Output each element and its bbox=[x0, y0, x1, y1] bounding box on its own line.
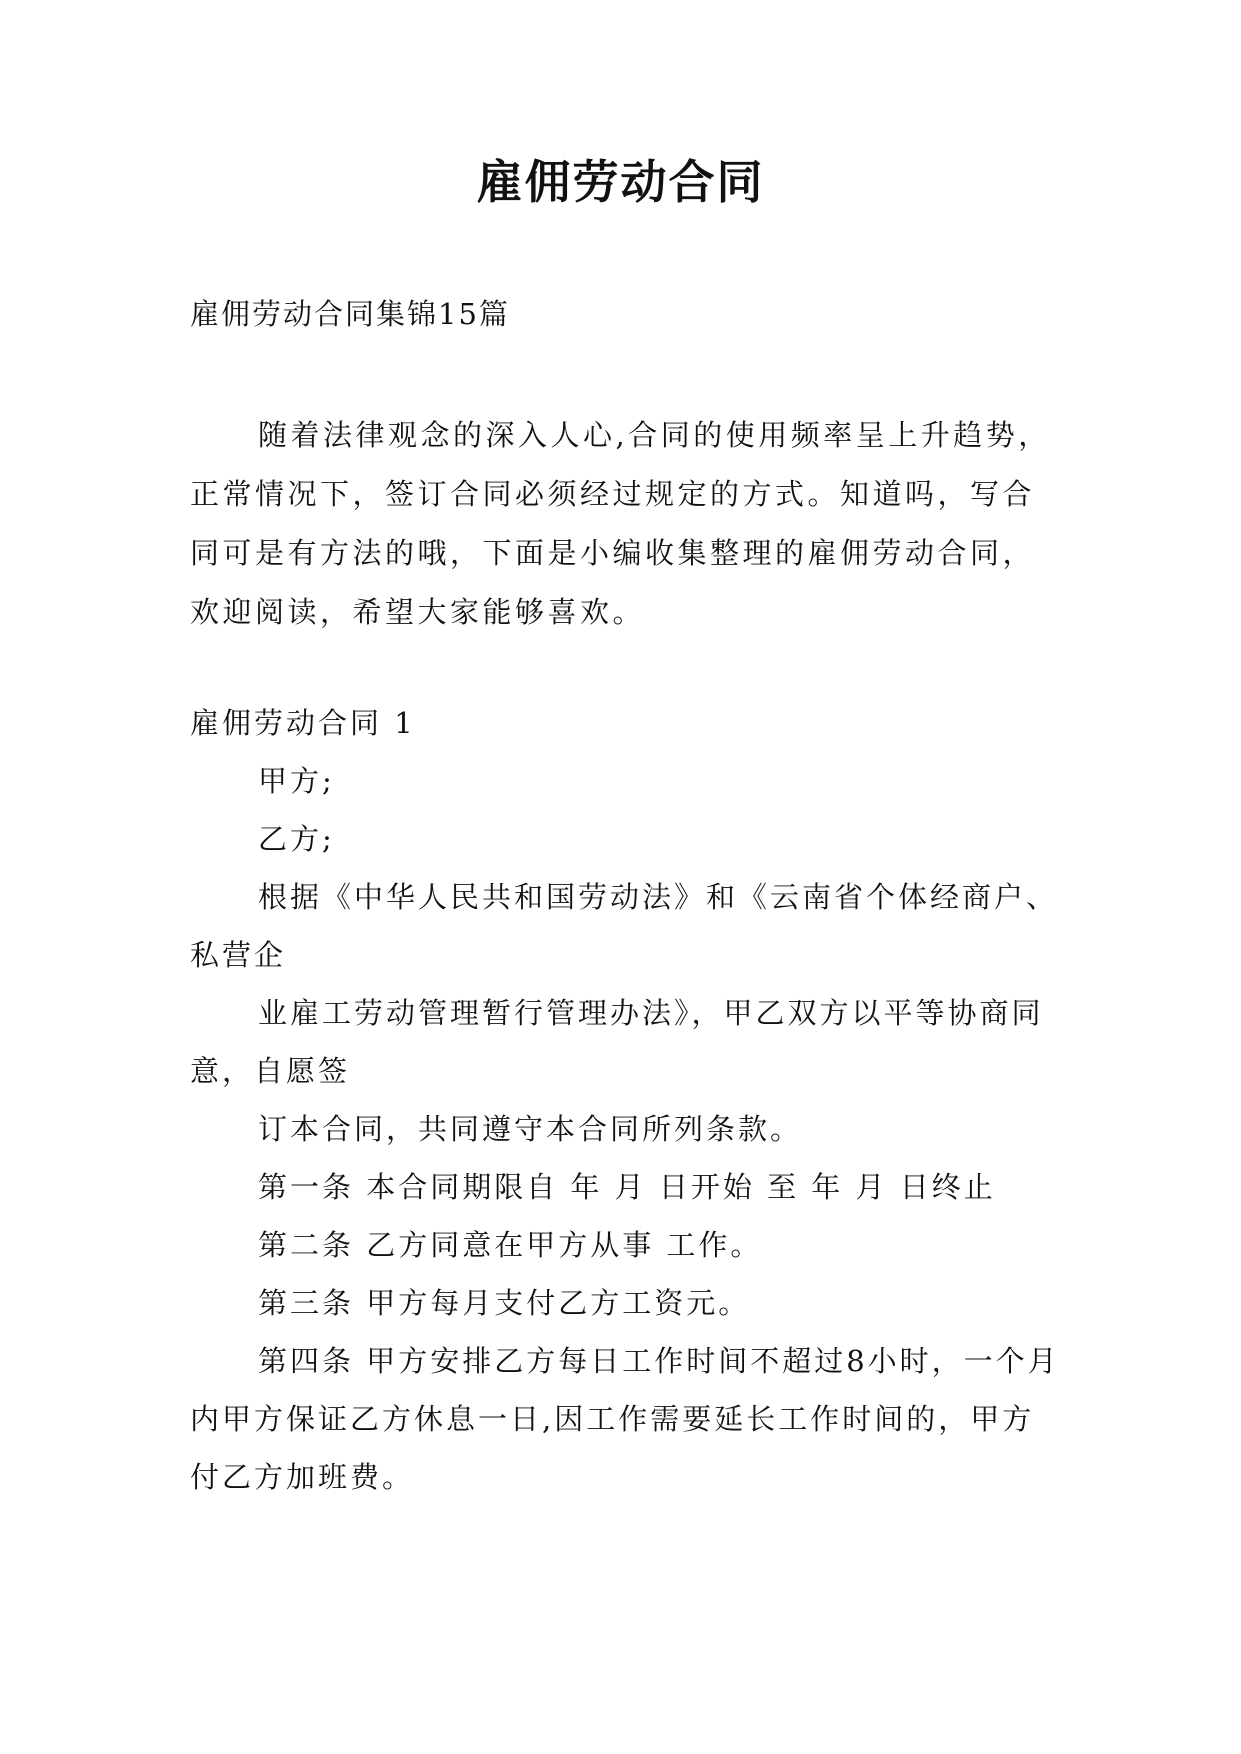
party-a-line: 甲方; bbox=[258, 764, 335, 798]
document-subtitle: 雇佣劳动合同集锦15篇 bbox=[190, 297, 510, 331]
contract-section bbox=[190, 694, 1060, 1506]
document-title: 雇佣劳动合同 bbox=[476, 155, 765, 209]
basis-paragraph-3: 订本合同，共同遵守本合同所列条款。 bbox=[258, 1112, 803, 1146]
article-3: 第三条 甲方每月支付乙方工资元。 bbox=[258, 1286, 751, 1320]
basis-paragraph-2: 业雇工劳动管理暂行管理办法》，甲乙双方以平等协商同意，自愿签 bbox=[190, 996, 1044, 1088]
party-b-line: 乙方; bbox=[258, 822, 335, 856]
intro-paragraph: 随着法律观念的深入人心,合同的使用频率呈上升趋势，正常情况下，签订合同必须经过规定的方式。知道吗，写合同可是有方法的哦，下面是小编收集整理的雇佣劳动合同，欢迎阅读，希望大家能够喜欢。 bbox=[190, 418, 1051, 629]
basis-paragraph-1: 根据《中华人民共和国劳动法》和《云南省个体经商户、私营企 bbox=[190, 880, 1059, 972]
article-2: 第二条 乙方同意在甲方从事 工作。 bbox=[258, 1228, 763, 1262]
article-1: 第一条 本合同期限自 年 月 日开始 至 年 月 日终止 bbox=[258, 1170, 996, 1204]
intro-section bbox=[190, 406, 1060, 642]
article-4: 第四条 甲方安排乙方每日工作时间不超过8小时，一个月内甲方保证乙方休息一日,因工作需要延长工作时间的，甲方付乙方加班费。 bbox=[190, 1344, 1060, 1494]
section-heading: 雇佣劳动合同 1 bbox=[190, 706, 416, 740]
